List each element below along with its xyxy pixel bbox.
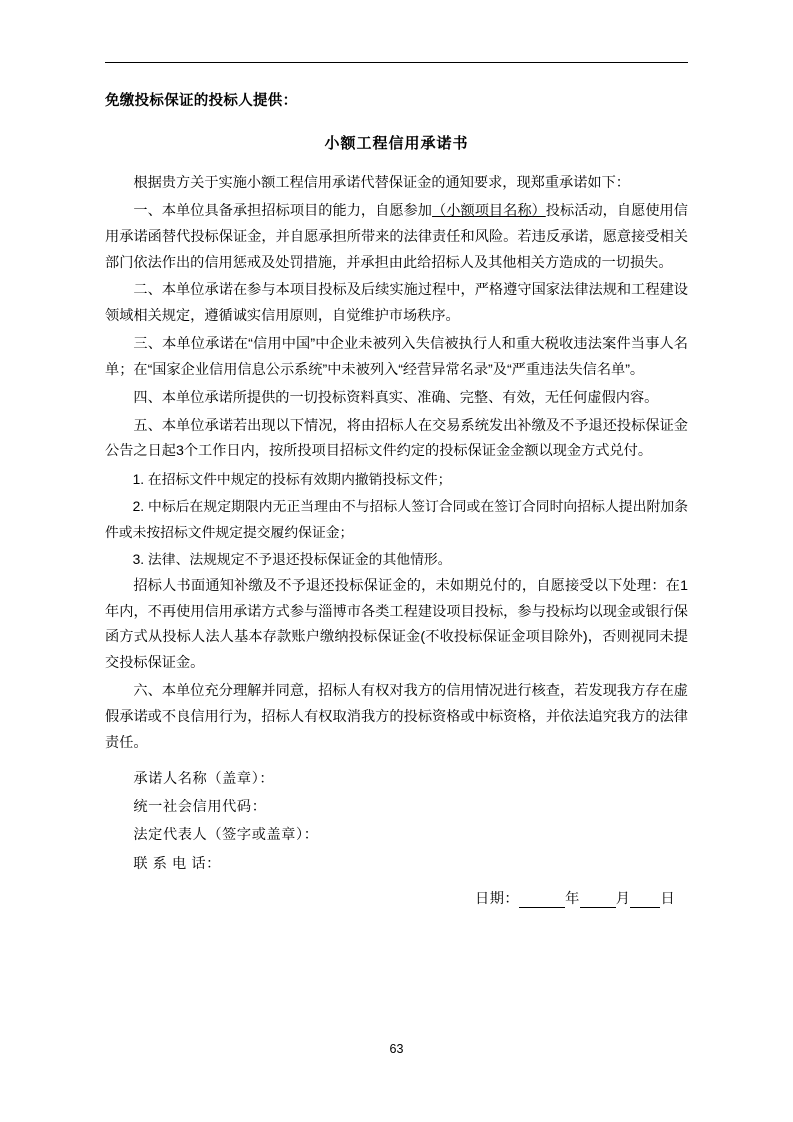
clause-5: 五、本单位承诺若出现以下情况，将由招标人在交易系统发出补缴及不予退还投标保证金公告之日起3个工作日内，按所投项目招标文件约定的投标保证金金额以现金方式兑付。 — [105, 417, 688, 460]
field-legal-representative: 法定代表人（签字或盖章）： — [133, 827, 319, 844]
field-credit-code: 统一社会信用代码： — [133, 799, 267, 816]
clause-1-text-part2: 投标活动，自愿使用信用承诺函替代投标保证金，并自愿承担所带来的法律责任和风险。若违反承诺，愿意接受相关部门依法作出的信用惩戒及处罚措施，并承担由此给招标人及其他相关方造成的一切损失。 — [105, 202, 688, 271]
date-year-blank — [519, 893, 565, 908]
page-number: 63 — [389, 1042, 404, 1056]
intro-paragraph: 根据贵方关于实施小额工程信用承诺代替保证金的通知要求，现郑重承诺如下： — [133, 175, 630, 191]
field-contact-phone: 联 系 电 话： — [133, 855, 221, 872]
date-month-unit: 月 — [615, 891, 631, 908]
document-title: 小额工程信用承诺书 — [324, 135, 469, 152]
section-heading: 免缴投标保证的投标人提供： — [105, 93, 298, 109]
clause-6: 六、本单位充分理解并同意，招标人有权对我方的信用情况进行核查，若发现我方存在虚假承诺或不良信用行为，招标人有权取消我方的投标资格或中标资格，并依法追究我方的法律责任。 — [105, 683, 688, 751]
date-line — [105, 888, 688, 908]
header-divider — [105, 62, 688, 63]
clause-3: 三、本单位承诺在“信用中国”中企业未被列入失信被执行人和重大税收违法案件当事人名单；在“国家企业信用信息公示系统”中未被列入“经营异常名录”及“严重违法失信名单”。 — [105, 336, 688, 378]
date-month-blank — [580, 893, 616, 908]
field-company-name: 承诺人名称（盖章）： — [133, 770, 275, 787]
date-day-unit: 日 — [660, 891, 676, 908]
sub-item-3: 3. 法律、法规规定不予退还投标保证金的其他情形。 — [132, 551, 452, 567]
penalty-paragraph: 招标人书面通知补缴及不予退还投标保证金的，未如期兑付的，自愿接受以下处理：在1年内，不再使用信用承诺方式参与淄博市各类工程建设项目投标，参与投标均以现金或银行保函方式从投标人法人基本存款账户缴纳投标保证金(不收投标保证金项目除外)，否则视同未提交投标保证金。 — [105, 577, 688, 672]
date-day-blank — [630, 893, 660, 908]
clause-1 — [105, 199, 688, 277]
clause-1-project-name-blank: （小额项目名称） — [432, 202, 546, 219]
clause-1-text-part1: 一、本单位具备承担招标项目的能力，自愿参加 — [133, 202, 433, 219]
sub-item-1: 1. 在招标文件中规定的投标有效期内撤销投标文件； — [132, 472, 452, 488]
date-year-unit: 年 — [565, 891, 580, 908]
date-label: 日期： — [475, 891, 520, 908]
clause-2: 二、本单位承诺在参与本项目投标及后续实施过程中，严格遵守国家法律法规和工程建设领域相关规定，遵循诚实信用原则，自觉维护市场秩序。 — [105, 282, 688, 325]
sub-item-2: 2. 中标后在规定期限内无正当理由不与招标人签订合同或在签订合同时向招标人提出附加条件或未按招标文件规定提交履约保证金； — [105, 499, 688, 540]
clause-4: 四、本单位承诺所提供的一切投标资料真实、准确、完整、有效，无任何虚假内容。 — [133, 389, 659, 406]
